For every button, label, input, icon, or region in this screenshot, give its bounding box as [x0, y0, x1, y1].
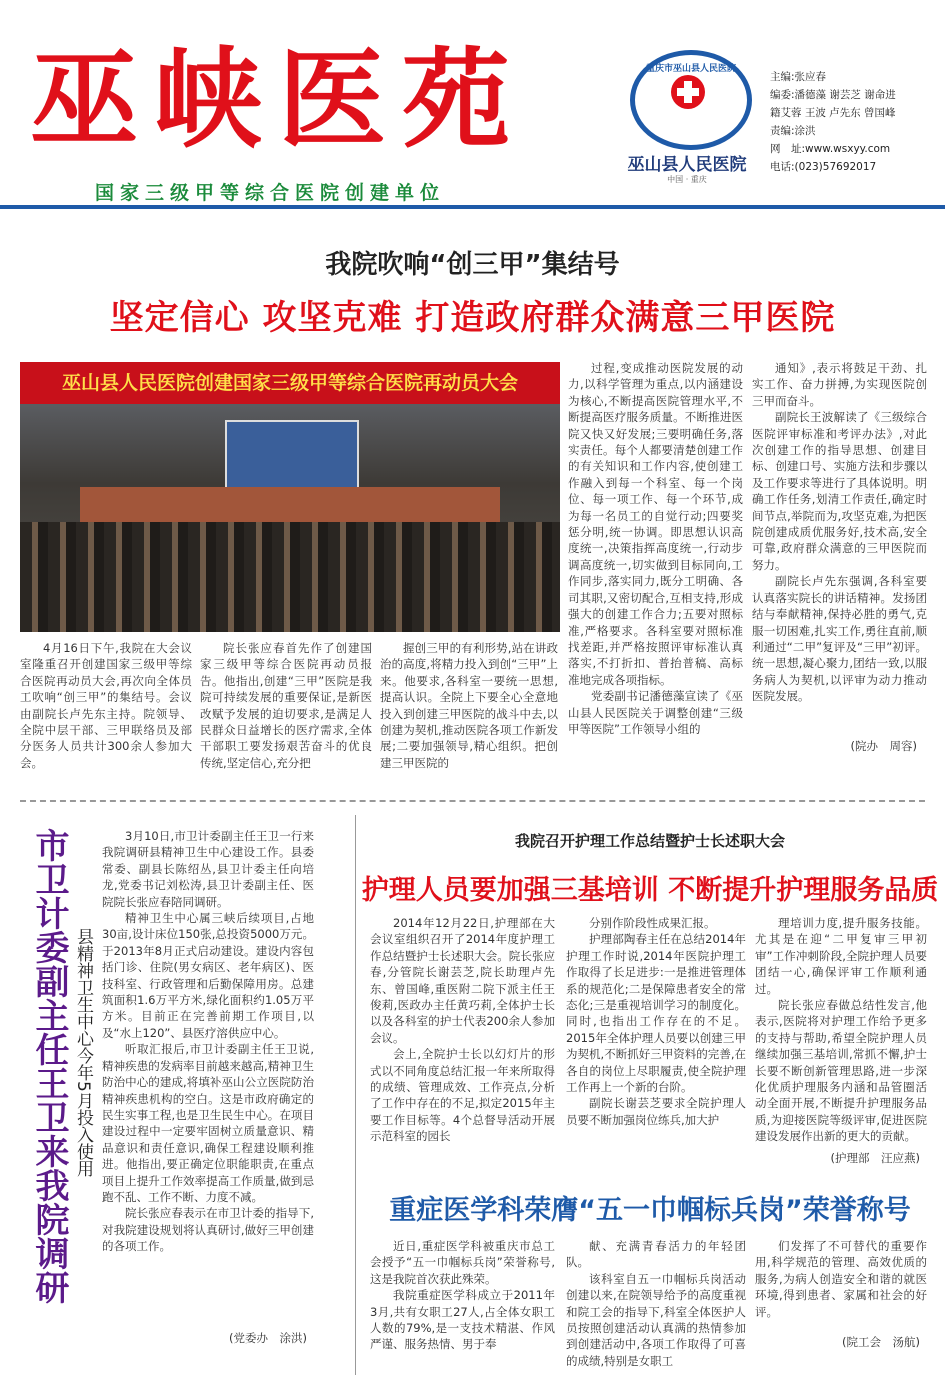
hospital-logo — [612, 50, 762, 192]
story3-headline: 护理人员要加强三基培训 不断提升护理服务品质 — [361, 875, 939, 906]
logo-hospital-name: 巫山县人民医院 — [627, 155, 747, 175]
staff-box — [770, 68, 896, 176]
photo-audience — [20, 522, 560, 632]
lead-col-5 — [752, 360, 927, 735]
paragraph: 通知》,表示将鼓足干劲、扎实工作、奋力拼搏,为实现医院创三甲而奋斗。 — [752, 361, 927, 408]
paragraph: 副院长卢先东强调,各科室要认真落实院长的讲话精神。发扬团结与奉献精神,保持必胜的勇气,克服一切困难,扎实工作,勇往直前,顺利通过“二甲”复评及“三甲”初评。统一思想,凝心聚力,团结一致,以服务病人为契机,以评审为动力推动医院发展。 — [752, 574, 927, 704]
story3-col-2 — [566, 915, 746, 1165]
story3-signature: (护理部 汪应燕) — [830, 1151, 920, 1165]
paragraph: 过程,变成推动医院发展的动力,以科学管理为重点,以内涵建设为核心,不断提高医院管理水平,不断提高医疗服务质量。不断推进医院又快又好发展;三要明确任务,落实责任。每个人都要清楚创建工作的有关知识和工作内容,使创建工作融入到每一个科室、每一个岗位、每一项工作、每一个环节,成为每一名员工的自觉行动;四要奖惩分明,统一协调。即思想认识高度统一,决策指挥高度统一,行动步调高度统一,切实做到目标同向,工作同步,落实同力,既分工明确、各司其职,又密切配合,互相支持,形成强大的创建工作合力;五要对照标准,严格要求。各科室要对照标准找差距,并严格按照评审标准认真落实,不打折扣、普抬普稿、高标准地完成各项指标。 — [568, 361, 743, 687]
story2-signature: (党委办 涂洪) — [229, 1331, 307, 1345]
meeting-photo — [20, 362, 560, 632]
paragraph: 握创三甲的有利形势,站在讲政治的高度,将精力投入到创“三甲”上来。他要求,各科室一要统一思想,提高认识。全院上下要全心全意地投入到创建三甲医院的战斗中去,以创建为契机,推动医院各项工作新发展;二要加强领导,精心组织。把创建三甲医院的 — [380, 641, 558, 770]
paragraph: 近日,重症医学科被重庆市总工会授予“五一巾帼标兵岗”荣誉称号,这是我院首次获此殊荣。 — [370, 1239, 555, 1286]
story4-col-2 — [566, 1238, 746, 1370]
paragraph: 献、充满青春活力的年轻团队。 — [566, 1239, 746, 1270]
paragraph: 3月10日,市卫计委副主任王卫一行来我院调研县精神卫生中心建设工作。县委常委、副县长陈绍丛,县卫计委主任向培龙,党委书记刘松涛,县卫计委副主任、医院院长张应春陪同调研。 — [102, 829, 314, 909]
photo-banner: 巫山县人民医院创建国家三级甲等综合医院再动员大会 — [20, 362, 560, 404]
paragraph: 我院重症医学科成立于2011年3月,共有女职工27人,占全体女职工人数的79%,是一支技术精湛、作风严谨、服务热情、男于奉 — [370, 1288, 555, 1352]
photo-screen — [225, 420, 359, 494]
lead-col-4 — [568, 360, 743, 792]
lead-col-2 — [200, 640, 372, 790]
paragraph: 院长张应春做总结性发言,他表示,医院将对护理工作给予更多的支持与帮助,希望全院护理人员继续加强三基培训,常抓不懈,护士长要不断创新管理思路,进一步深化优质护理服务内涵和品管圈活动全面开展,不断提升护理服务品质,为迎接医院等级评审,促进医院建设发展作出新的更大的贡献。 — [755, 998, 927, 1144]
story3-col-3 — [755, 915, 927, 1147]
masthead-title: 巫峡医苑 — [30, 37, 527, 163]
photo-stage — [80, 487, 500, 523]
paragraph: 理培训力度,提升服务技能。尤其是在迎“二甲复审三甲初审”工作冲刺阶段,全院护理人员要团结一心,确保评审工作顺利通过。 — [755, 916, 927, 996]
story2-body — [102, 828, 314, 1328]
paragraph: 听取汇报后,市卫计委副主任王卫说,精神疾患的发病率目前越来越高,精神卫生防治中心的建成,将填补巫山公立医院防治精神疾患机构的空白。这是市政府确定的民生实事工程,也是卫生民生中心。在项目建设过程中一定要牢固树立质量意识、精品意识和责任意识,确保工程建设顺利推进。他指出,要正确定位职能职责,在重点项目上提升工作效率提高工作质量,做到忌跑不乱、工作不断、力度不减。 — [102, 1042, 314, 1204]
paragraph: 党委副书记潘德藻宣读了《巫山县人民医院关于调整创建“三级甲等医院”工作领导小组的 — [568, 689, 743, 736]
paragraph: 分别作阶段性成果汇报。 — [589, 916, 716, 930]
masthead-subtitle: 国家三级甲等综合医院创建单位 — [95, 182, 446, 204]
story4-col-3 — [755, 1238, 927, 1330]
staff-line: 编委:潘德藻 谢芸芝 谢命进 — [770, 89, 896, 101]
paragraph: 会上,全院护士长以幻灯片的形式以不同角度总结汇报一年来所取得的成绩、管理成效、工作亮点,分析了工作中存在的不足,拟定2015年主要工作目标等。4个总督导活动开展示范科室的园长 — [370, 1047, 555, 1144]
story3-kicker: 我院召开护理工作总结暨护士长述职大会 — [514, 832, 785, 850]
story2-headline: 市卫计委副主任王卫来我院调研 — [29, 828, 69, 1304]
paragraph: 该科室自五一巾帼标兵岗活动创建以来,在院领导给予的高度重视和院工会的指导下,科室全体医护人员按照创建活动认真满的热情参加到创建活动中,各项工作取得了可喜的成绩,特别是女职工 — [566, 1271, 746, 1368]
paragraph: 护理部陶春主任在总结2014年护理工作时说,2014年医院护理工作取得了长足进步:一是推进管理体系的规范化;二是保障患者安全的常态化;三是重视培训学习的制度化。同时,也指出工作存在的不足。2015年全体护理人员要以创建三甲为契机,不断抓好三甲资料的完善,在各自的岗位上尽职履责,使全院护理工作再上一个新的台阶。 — [566, 932, 746, 1095]
masthead-rule — [0, 205, 945, 209]
lead-headline: 坚定信心 攻坚克难 打造政府群众满意三甲医院 — [109, 298, 836, 338]
story4-signature: (院工会 汤航) — [842, 1335, 920, 1349]
logo-emblem — [630, 50, 752, 150]
paragraph: 院长张应春首先作了创建国家三级甲等综合医院再动员报告。他指出,创建“三甲”医院是我院可持续发展的重要保证,是新医改赋予发展的迫切要求,是满足人民群众日益增长的医疗需求,全体干部职工要发扬艰苦奋斗的优良传统,坚定信心,充分把 — [200, 641, 372, 770]
staff-line: 网 址:www.wsxyy.com — [770, 143, 891, 155]
lead-col-3 — [380, 640, 558, 790]
staff-line: 籍艾蓉 王波 卢先东 曾国峰 — [770, 107, 896, 119]
story3-col-1 — [370, 915, 555, 1165]
story4-headline: 重症医学科荣膺“五一巾帼标兵岗”荣誉称号 — [389, 1195, 911, 1226]
staff-line: 电话:(023)57692017 — [770, 161, 877, 173]
staff-line: 责编:涂洪 — [770, 125, 816, 137]
column-divider — [355, 815, 356, 1375]
staff-line: 主编:张应春 — [770, 71, 827, 83]
red-cross-icon — [671, 75, 705, 109]
lead-signature: (院办 周容) — [850, 739, 917, 753]
paragraph: 2014年12月22日,护理部在大会议室组织召开了2014年度护理工作总结暨护士长述职大会。院长张应春,分管院长谢芸芝,院长助理卢先东、曾国峰,重医附二院下派主任王俊莉,医政办主任黄巧莉,全体护士长以及各科室的护士代表200余人参加会议。 — [370, 916, 555, 1045]
paragraph: 副院长谢芸芝要求全院护理人员要不断加强岗位练兵,加大护 — [566, 1096, 746, 1127]
logo-caption: 中国 · 重庆 — [667, 175, 707, 184]
paragraph: 院长张应春表示在市卫计委的指导下,对我院建设规划将认真研讨,做好三甲创建的各项工作。 — [102, 1206, 314, 1254]
paragraph: 4月16日下午,我院在大会议室隆重召开创建国家三级甲等综合医院再动员大会,再次向全体员工吹响“创三甲”的集结号。会议由副院长卢先东主持。院领导、全院中层干部、三甲联络员及部分医务人员共计300余人参加大会。 — [20, 641, 192, 770]
paragraph: 副院长王波解读了《三级综合医院评审标准和考评办法》,对此次创建工作的指导思想、创建目标、创建口号、实施方法和步骤以及工作要求等进行了具体说明。明确工作任务,划清工作责任,确定时间节点,举院而为,攻坚克难,为把医院创建成质优服务好,技术高,安全可靠,政府群众满意的三甲医院而努力。 — [752, 410, 927, 572]
story2-subhead: 县精神卫生中心今年5月投入使用 — [73, 928, 93, 1177]
paragraph: 们发挥了不可替代的重要作用,科学规范的管理、高效优质的服务,为病人创造安全和谐的就医环境,得到患者、家属和社会的好评。 — [755, 1239, 927, 1319]
logo-ring-text: 重庆市巫山县人民医院 — [645, 64, 736, 74]
paragraph: 精神卫生中心属三峡后续项目,占地30亩,设计床位150张,总投资5000万元。于2013年8月正式启动建设。建设内容包括门诊、住院(男女病区、老年病区)、医技科室、行政管理和后勤保障用房。总建筑面积1.6万平方米,绿化面积约1.05万平方米。目前正在完善前期工作项目,以及“水上120”、县医疗溶供应中心。 — [102, 911, 314, 1040]
section-divider — [20, 800, 925, 802]
lead-kicker: 我院吹响“创三甲”集结号 — [325, 250, 620, 280]
story4-col-1 — [370, 1238, 555, 1370]
lead-col-1 — [20, 640, 192, 790]
